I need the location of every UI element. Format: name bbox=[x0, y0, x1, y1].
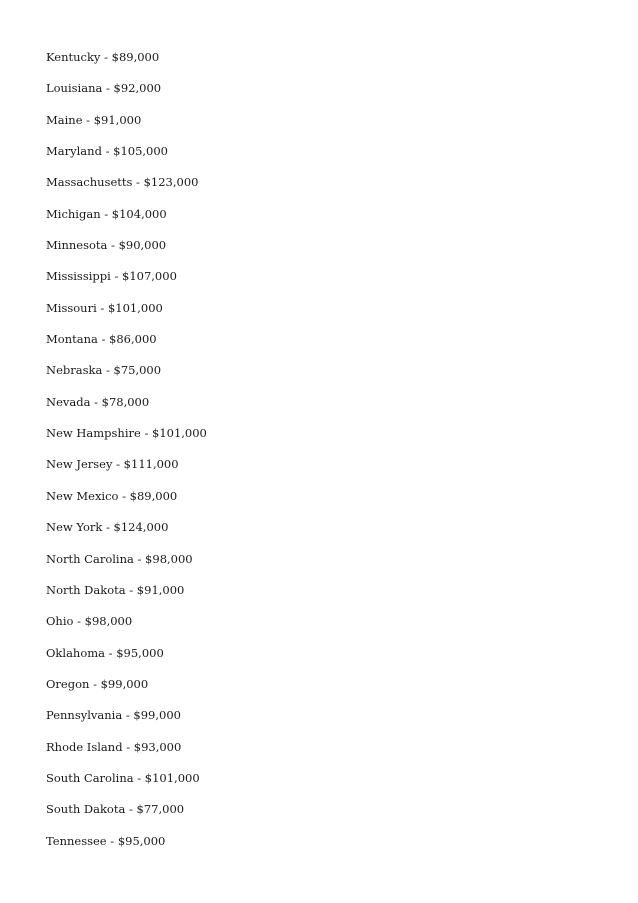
list-item: Tennessee - $95,000 bbox=[46, 833, 166, 848]
list-item: New Hampshire - $101,000 bbox=[46, 426, 207, 441]
list-item: Nebraska - $75,000 bbox=[46, 363, 162, 378]
list-item: South Dakota - $77,000 bbox=[46, 802, 185, 817]
list-item: Louisiana - $92,000 bbox=[46, 81, 162, 96]
list-item: Rhode Island - $93,000 bbox=[46, 739, 182, 754]
list-item: North Carolina - $98,000 bbox=[46, 551, 193, 566]
list-item: Oklahoma - $95,000 bbox=[46, 645, 164, 660]
list-item: Maryland - $105,000 bbox=[46, 144, 168, 159]
list-item: Mississippi - $107,000 bbox=[46, 269, 177, 284]
list-item: Massachusetts - $123,000 bbox=[46, 175, 199, 190]
list-item: New Jersey - $111,000 bbox=[46, 457, 179, 472]
list-item: Michigan - $104,000 bbox=[46, 206, 167, 221]
list-item: Montana - $86,000 bbox=[46, 332, 157, 347]
list-item: New York - $124,000 bbox=[46, 520, 169, 535]
state-salary-list bbox=[46, 48, 207, 863]
list-item: Oregon - $99,000 bbox=[46, 676, 149, 691]
list-item: Pennsylvania - $99,000 bbox=[46, 708, 181, 723]
list-item: Kentucky - $89,000 bbox=[46, 50, 160, 64]
list-item: New Mexico - $89,000 bbox=[46, 488, 178, 503]
list-item: North Dakota - $91,000 bbox=[46, 582, 185, 597]
list-item: South Carolina - $101,000 bbox=[46, 770, 200, 785]
list-item: Missouri - $101,000 bbox=[46, 300, 163, 315]
list-item: Minnesota - $90,000 bbox=[46, 238, 167, 253]
list-item: Ohio - $98,000 bbox=[46, 614, 133, 629]
list-item: Nevada - $78,000 bbox=[46, 394, 150, 409]
list-item: Maine - $91,000 bbox=[46, 112, 142, 127]
